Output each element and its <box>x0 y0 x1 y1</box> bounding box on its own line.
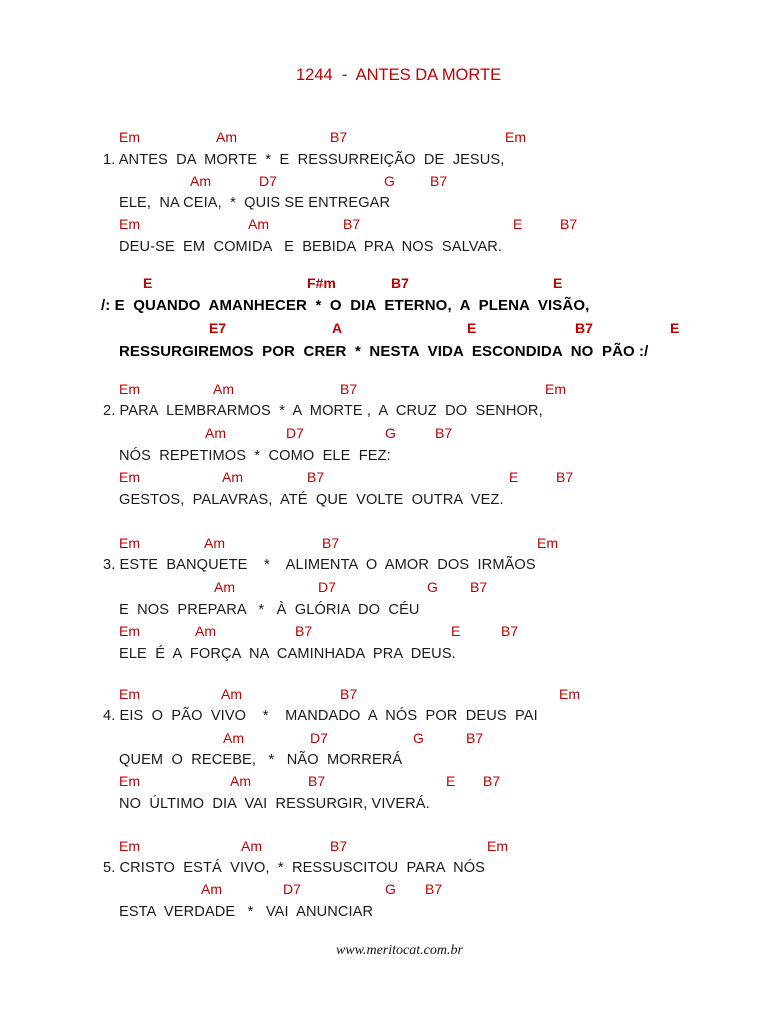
lyric-line: 3. ESTE BANQUETE * ALIMENTA O AMOR DOS IRMÃOS <box>103 557 536 573</box>
lyric-line: NÓS REPETIMOS * COMO ELE FEZ: <box>119 448 391 464</box>
chord: Am <box>241 838 262 854</box>
lyric-line: ELE É A FORÇA NA CAMINHADA PRA DEUS. <box>119 646 456 662</box>
lyric-line: GESTOS, PALAVRAS, ATÉ QUE VOLTE OUTRA VEZ. <box>119 492 504 508</box>
chord: B7 <box>556 469 574 485</box>
chord: Em <box>119 773 140 789</box>
lyric-line: 2. PARA LEMBRARMOS * A MORTE , A CRUZ DO SENHOR, <box>103 403 543 419</box>
chord: B7 <box>343 216 361 232</box>
chord: B7 <box>391 275 409 291</box>
chord: Em <box>119 381 140 397</box>
chord: G <box>427 579 438 595</box>
chord: A <box>332 320 343 336</box>
chord: Am <box>204 535 225 551</box>
chord: D7 <box>283 881 301 897</box>
chord: Em <box>119 129 140 145</box>
chord: Am <box>195 623 216 639</box>
chord: B7 <box>330 129 348 145</box>
chord: G <box>385 881 396 897</box>
chord: Em <box>119 216 140 232</box>
chord: Em <box>559 686 580 702</box>
chord: B7 <box>295 623 313 639</box>
chord: E <box>451 623 461 639</box>
footer-url: www.meritocat.com.br <box>336 943 463 958</box>
lyric-line: 5. CRISTO ESTÁ VIVO, * RESSUSCITOU PARA NÓS <box>103 860 485 876</box>
chord: Em <box>537 535 558 551</box>
chord: E <box>509 469 519 485</box>
chord: B7 <box>340 381 358 397</box>
chord: F#m <box>307 275 336 291</box>
lyric-line: ESTA VERDADE * VAI ANUNCIAR <box>119 904 374 920</box>
lyric-line: RESSURGIREMOS POR CRER * NESTA VIDA ESCONDIDA NO PÃO :/ <box>119 343 649 360</box>
chord: B7 <box>483 773 501 789</box>
lyric-line: E NOS PREPARA * À GLÓRIA DO CÉU <box>119 602 420 618</box>
chord: E7 <box>209 320 227 336</box>
chord: Em <box>505 129 526 145</box>
chord: Am <box>205 425 226 441</box>
chord: B7 <box>466 730 484 746</box>
chord: B7 <box>308 773 326 789</box>
chord: B7 <box>560 216 578 232</box>
chord: Am <box>230 773 251 789</box>
chord: Am <box>213 381 234 397</box>
chord: B7 <box>307 469 325 485</box>
chord: Em <box>119 623 140 639</box>
chord: Am <box>223 730 244 746</box>
chord: D7 <box>286 425 304 441</box>
chord: Em <box>545 381 566 397</box>
lyric-line: QUEM O RECEBE, * NÃO MORRERÁ <box>119 752 403 768</box>
chord: E <box>467 320 477 336</box>
chord: Em <box>119 469 140 485</box>
page-title: 1244 - ANTES DA MORTE <box>296 66 502 84</box>
chord: B7 <box>470 579 488 595</box>
chord: G <box>384 173 395 189</box>
chord: Am <box>248 216 269 232</box>
lyric-line: DEU-SE EM COMIDA E BEBIDA PRA NOS SALVAR. <box>119 239 503 255</box>
chord: E <box>143 275 153 291</box>
chord: E <box>670 320 680 336</box>
chord: B7 <box>330 838 348 854</box>
chord: D7 <box>318 579 336 595</box>
lyric-line: /: E QUANDO AMANHECER * O DIA ETERNO, A PLENA VISÃO, <box>101 297 590 314</box>
chord: B7 <box>501 623 519 639</box>
chord: B7 <box>322 535 340 551</box>
chord: E <box>513 216 523 232</box>
chord: B7 <box>430 173 448 189</box>
chord: B7 <box>425 881 443 897</box>
chord: Em <box>119 535 140 551</box>
chord: D7 <box>310 730 328 746</box>
chord: B7 <box>340 686 358 702</box>
lyric-line: 1. ANTES DA MORTE * E RESSURREIÇÃO DE JESUS, <box>103 152 505 168</box>
chord: E <box>446 773 456 789</box>
chord: Am <box>201 881 222 897</box>
chord: Am <box>221 686 242 702</box>
chord: Am <box>214 579 235 595</box>
chord: B7 <box>435 425 453 441</box>
chord: Em <box>487 838 508 854</box>
chord: G <box>385 425 396 441</box>
chord: Am <box>216 129 237 145</box>
lyric-line: NO ÚLTIMO DIA VAI RESSURGIR, VIVERÁ. <box>119 796 430 812</box>
chord: Em <box>119 838 140 854</box>
chord: G <box>413 730 424 746</box>
chord: D7 <box>259 173 277 189</box>
chord: Em <box>119 686 140 702</box>
lyric-line: 4. EIS O PÃO VIVO * MANDADO A NÓS POR DEUS PAI <box>103 708 538 724</box>
chord: Am <box>190 173 211 189</box>
chord: B7 <box>575 320 593 336</box>
chord: Am <box>222 469 243 485</box>
lyric-line: ELE, NA CEIA, * QUIS SE ENTREGAR <box>119 195 391 211</box>
chord: E <box>553 275 563 291</box>
